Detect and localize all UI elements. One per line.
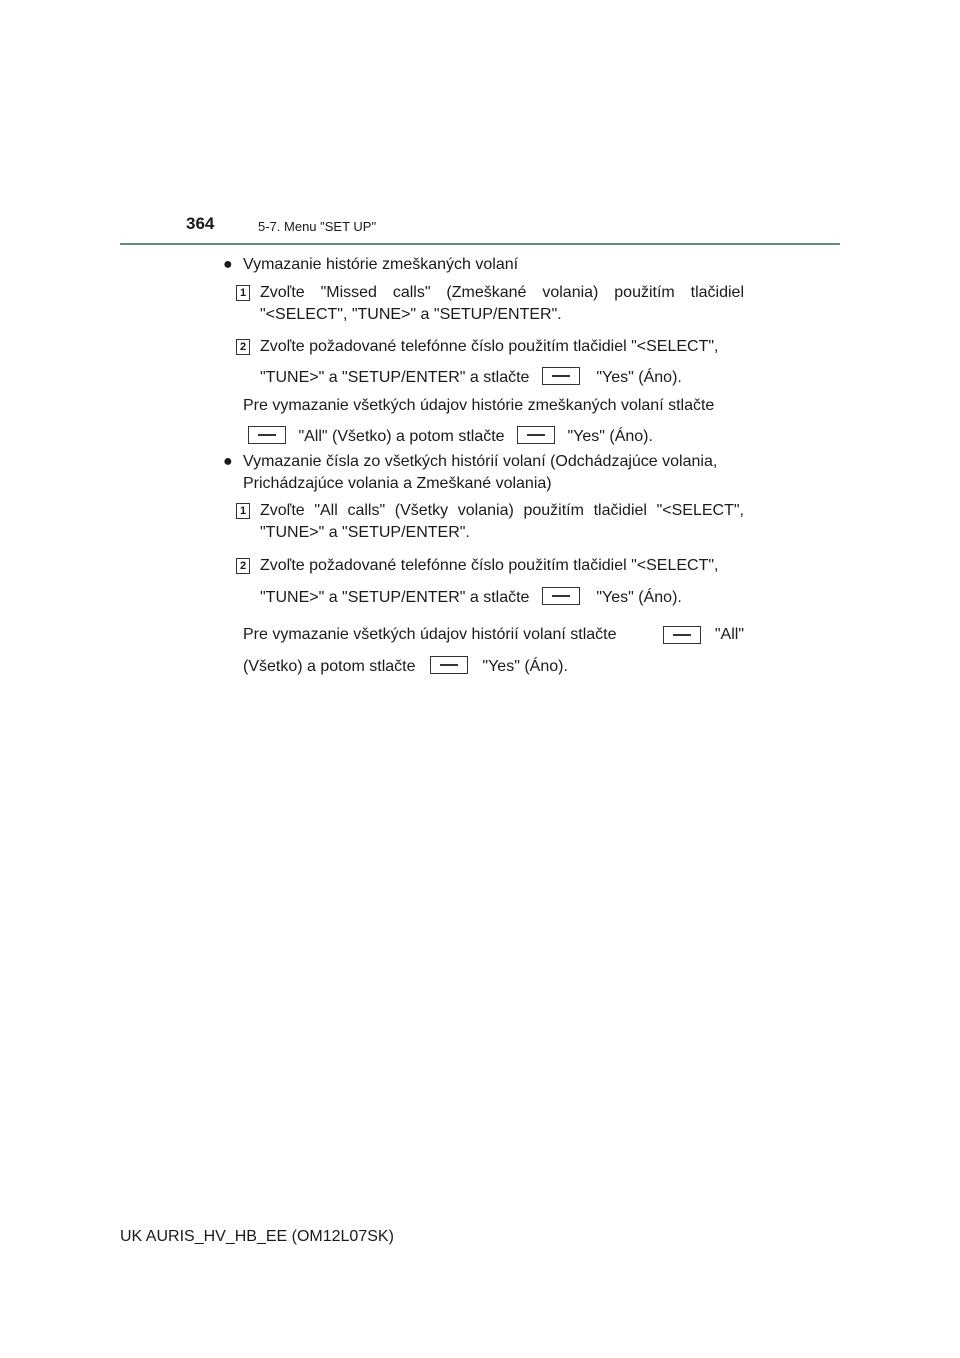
- enter-button-icon: [517, 426, 555, 444]
- note-text: (Všetko) a potom stlačte: [243, 658, 416, 675]
- step-text-line: [260, 587, 682, 608]
- enter-button-icon: [542, 367, 580, 385]
- step-text: "TUNE>" a "SETUP/ENTER".: [260, 524, 470, 541]
- step-text: "Yes" (Áno).: [596, 589, 682, 606]
- step-number-badge: 1: [236, 503, 250, 519]
- note-text: "All" (Všetko) a potom stlačte: [298, 428, 505, 445]
- step-text: Zvoľte požadované telefónne číslo použitím tlačidiel "<SELECT",: [260, 338, 719, 355]
- footer-model-code: UK AURIS_HV_HB_EE (OM12L07SK): [120, 1228, 394, 1245]
- step-text: Zvoľte "Missed calls" (Zmeškané volania) použitím tlačidiel: [260, 284, 744, 301]
- note-text-group: [663, 625, 744, 645]
- note-text: Pre vymazanie všetkých údajov histórií volaní stlačte: [243, 626, 617, 643]
- note-text-line: [243, 625, 744, 645]
- step-text: "Yes" (Áno).: [596, 369, 682, 386]
- step-number-badge: 1: [236, 285, 250, 301]
- enter-button-icon: [248, 426, 286, 444]
- header-divider: [120, 243, 840, 245]
- step-number-badge: 2: [236, 558, 250, 574]
- note-text: "Yes" (Áno).: [482, 658, 568, 675]
- note-text: Pre vymazanie všetkých údajov histórie zmeškaných volaní stlačte: [243, 397, 715, 414]
- bullet-icon: ●: [223, 256, 233, 273]
- bullet-icon: ●: [223, 453, 233, 470]
- enter-button-icon: [430, 656, 468, 674]
- section-title: 5-7. Menu "SET UP": [258, 219, 377, 234]
- step-text: "TUNE>" a "SETUP/ENTER" a stlačte: [260, 369, 530, 386]
- note-text-line: [243, 656, 568, 677]
- step-text-line: [260, 367, 682, 388]
- section-heading: Prichádzajúce volania a Zmeškané volania): [243, 475, 552, 492]
- note-text: "All": [714, 626, 744, 643]
- step-text: Zvoľte požadované telefónne číslo použitím tlačidiel "<SELECT",: [260, 557, 719, 574]
- page-number: 364: [186, 214, 215, 233]
- note-text: "Yes" (Áno).: [567, 428, 653, 445]
- step-number-badge: 2: [236, 339, 250, 355]
- step-text: "TUNE>" a "SETUP/ENTER" a stlačte: [260, 589, 530, 606]
- section-heading: Vymazanie čísla zo všetkých histórií volaní (Odchádzajúce volania,: [243, 453, 718, 470]
- enter-button-icon: [663, 626, 701, 644]
- enter-button-icon: [542, 587, 580, 605]
- step-text: Zvoľte "All calls" (Všetky volania) použitím tlačidiel "<SELECT",: [260, 502, 744, 519]
- step-text: "<SELECT", "TUNE>" a "SETUP/ENTER".: [260, 306, 562, 323]
- note-text-line: [248, 426, 653, 447]
- section-heading: Vymazanie histórie zmeškaných volaní: [243, 256, 519, 273]
